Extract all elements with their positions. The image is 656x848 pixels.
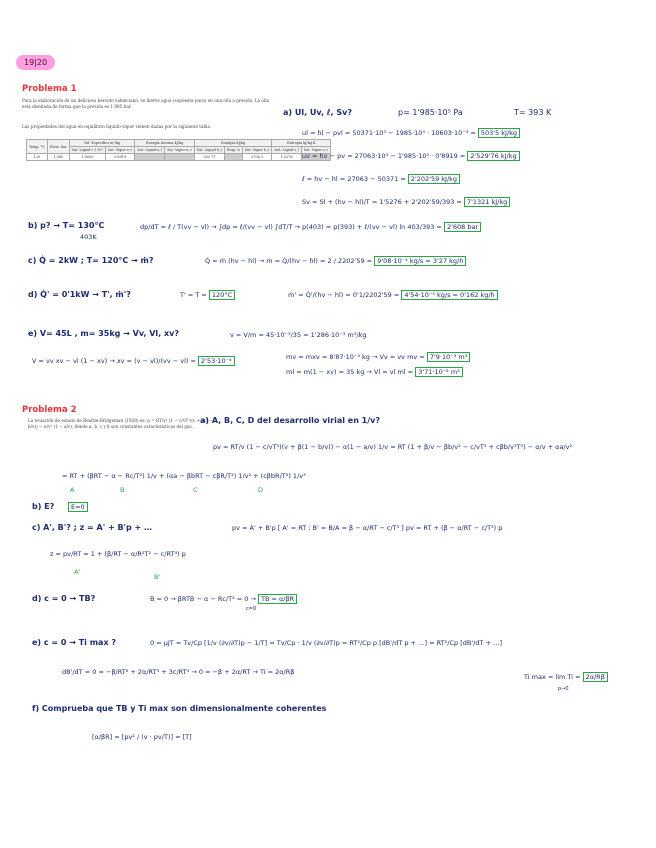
cell (135, 154, 165, 161)
p2-c-question: c) A', B'? ; z = A' + B'p + … (32, 523, 152, 532)
cell: 2706.3 (242, 154, 272, 161)
result-box: 2α/Rβ (583, 672, 608, 682)
th-vl: Sat. Liquid v_l·10³ (69, 147, 105, 154)
th-group-enthalpy: Entalpía kJ/kg (194, 140, 272, 147)
p1-e-vapor (286, 353, 470, 361)
p2-b-result: E=0 (68, 502, 88, 512)
result-box: 3'71·10⁻² m³ (415, 367, 463, 377)
p1-a-temperature: T= 393 K (514, 108, 552, 117)
p1-a-line1 (302, 129, 520, 137)
page-number-highlight (16, 55, 55, 70)
result-box: 7'9·10⁻³ m³ (427, 352, 470, 362)
eq-text: ṁ' = Q̇'/(hv − hl) = 0'1/2202'59 = (288, 291, 400, 299)
p2-c-eq2: z = pv/RT = 1 + (β/RT − α/R²T² − c/RT⁴) p (50, 550, 186, 558)
result-box: 2'529'76 kJ/kg (467, 151, 519, 161)
result-box: 2'53·10⁻⁴ (198, 356, 235, 366)
p1-d-mass (288, 291, 498, 299)
cell (165, 154, 195, 161)
table-row (27, 154, 331, 161)
cell: 0.8919 (105, 154, 134, 161)
p2-e-subscript: p→0 (558, 686, 569, 692)
th-group-vol: Vol. Específico m³/kg (69, 140, 135, 147)
th-hv: Sat. Vapor h_v (242, 147, 272, 154)
eq-text: uv = hv − pv = 27063·10³ − 1'985·10⁵ · 0'8919 = (302, 152, 466, 160)
p2-e-eq2 (62, 668, 294, 676)
p1-b-question-kelvin: 403K (80, 233, 97, 241)
cell: 1.0603 (69, 154, 105, 161)
result-box: 9'08·10⁻⁴ kg/s = 3'27 kg/h (374, 256, 466, 266)
th-ul: Sat. Liquid u_l (135, 147, 165, 154)
p1-b-equation (140, 223, 481, 231)
p2-f-question: f) Comprueba que TB y Ti max son dimensionalmente coherentes (32, 704, 327, 713)
eq-text: T' = T = (180, 291, 207, 299)
p1-d-temp (180, 291, 235, 299)
eq-text: dB'/dT = 0 = −β/RT² + 2α/RT³ + 3c/RT⁴ → 0 = −β + 2α/RT → (62, 668, 258, 676)
result-box: 7'1321 kJ/kg (464, 197, 510, 207)
p1-c-question: c) Q̇ = 2kW ; T= 120°C → ṁ? (28, 256, 154, 265)
cell: 503.71 (194, 154, 224, 161)
p1-a-line2 (302, 152, 520, 160)
p2-a-label-d: D (258, 486, 264, 494)
th-pres: Presi. bar (47, 140, 69, 154)
p1-a-line4 (302, 198, 510, 206)
p2-a-eq2: = RT + (βRT − α − Rc/T²) 1/v + (αa − βbRT − cβR/T²) 1/v² + (cβbR/T²) 1/v³ (62, 472, 306, 480)
eq-text: V = vv xv − vl (1 − xv) → xv = (v − vl)/(vv − vl) = (32, 357, 196, 365)
result-box: 503'5 kJ/kg (478, 128, 520, 138)
p2-d-subscript: c=0 (246, 606, 257, 612)
eq-text: dp/dT = ℓ / T(vv − vl) → ∫dp = ℓ/(vv − vl) ∫dT/T → p(403) = p(393) + ℓ/(vv − vl) ln 403/393 = (140, 223, 442, 231)
eq-text: mv = mxv = 8'87·10⁻³ kg → Vv = vv mv = (286, 353, 425, 361)
p2-a-label-a: A (70, 486, 75, 494)
th-temp: Temp. °C (27, 140, 48, 154)
problem-1-statement: Para la elaboración de un delicioso hervido valenciano, se hierve agua (supuesta pura) en una olla a presión. La olla está diseñada de forma que la presión es 1.985 bar. (22, 98, 270, 109)
result-box: TB = α/βR (258, 594, 297, 604)
p1-b-question: b) p? → T= 130°C (28, 221, 105, 230)
p1-a-question: a) Ul, Uv, ℓ, Sv? (283, 108, 352, 117)
eq-text: ℓ = hv − hl = 27063 − 50371 = (302, 175, 406, 183)
result-box: 4'54·10⁻⁵ kg/s = 0'162 kg/h (401, 290, 497, 300)
th-hl: Sat. Liquid h_l (194, 147, 224, 154)
p2-d-equation (150, 595, 297, 603)
p2-c-label-a: A' (74, 568, 81, 576)
problem-1-title: Problema 1 (22, 84, 77, 94)
p2-a-label-c: C (193, 486, 198, 494)
p2-e-eq3 (524, 673, 608, 681)
cell (224, 154, 242, 161)
cell: 1.985 (47, 154, 69, 161)
p2-c-label-b: B' (154, 573, 161, 581)
eq-text: Ti = 2α/Rβ (259, 668, 295, 676)
page-number-label: 19|20 (24, 58, 48, 67)
properties-table (26, 139, 331, 161)
p2-b-question: b) E? (32, 502, 55, 511)
p2-a-label-b: B (120, 486, 125, 494)
p2-a-eq1: pv = RT/v (1 − c/vT³)(v + β(1 − b/v)) − α(1 − a/v) 1/v = RT (1 + β/v − βb/v² − c/vT³ + cβb/v³T³) − α/v + αa/v² (213, 443, 573, 451)
eq-text: Sv = Sl + (hv − hl)/T = 1'5276 + 2'202'59/393 = (302, 198, 462, 206)
eq-text: Ti max = lim Ti = (524, 673, 581, 681)
eq-text: ul = hl − pvl = 50371·10³ − 1985·10⁵ · 10603·10⁻³ = (302, 129, 476, 137)
th-sv: Sat. Vapor s_v (301, 147, 330, 154)
eq-text: Q̇ = ṁ (hv − hl) → ṁ = Q̇/(hv − hl) = 2 / 2202'59 = (205, 257, 373, 265)
problem-2-statement: La ecuación de estado de Beattie-Bridgeman (1928) es: p = RT/v² (1 − c/vT³)(v + β(1 − b/v)) − α/v² (1 − a/v), donde α, b, c y β son constantes características del gas. (28, 418, 214, 429)
result-box: 2'608 bar (444, 222, 481, 232)
th-group-energy: Energía Interna kJ/kg (135, 140, 195, 147)
p2-d-question: d) c = 0 → TB? (32, 594, 96, 603)
p2-a-question: a) A, B, C, D del desarrollo virial en 1/v? (200, 416, 381, 425)
p1-e-liquid (286, 368, 463, 376)
eq-text: ml = m(1 − xv) = 35 kg → Vl = vl ml = (286, 368, 414, 376)
th-hevap: Evap. h (224, 147, 242, 154)
p2-e-question: e) c = 0 → Ti max ? (32, 638, 117, 647)
cell: 1.5276 (272, 154, 301, 161)
th-group-entropy: Entropía kJ/kg·K (272, 140, 331, 147)
p2-e-eq1: 0 = μJT = Tv/Cp [1/v (∂v/∂T)p − 1/T] = Tv/Cp · 1/v (∂v/∂T)p = RT²/Cp p [dB'/dT p + …] = RT²/Cp [dB'/dT + …] (150, 639, 503, 647)
p1-c-equation (205, 257, 466, 265)
p1-a-pressure: p= 1'985·10⁵ Pa (398, 108, 463, 117)
result-box: 120°C (209, 290, 235, 300)
cell: 120 (27, 154, 48, 161)
p1-e-question: e) V= 45L , m= 35kg → Vv, Vl, xv? (28, 329, 180, 338)
problem-2-title: Problema 2 (22, 405, 77, 415)
p1-e-specific-volume: v = V/m = 45·10⁻³/35 = 1'286·10⁻³ m³/kg (230, 331, 367, 339)
th-vv: Sat. Vapor v_v (105, 147, 134, 154)
th-uv: Sat. Vapor u_v (165, 147, 195, 154)
eq-text: B = 0 → βRTB − α − Rc/T² = 0 → (150, 595, 256, 603)
th-sl: Sat. Liquid s_l (272, 147, 301, 154)
result-box: 2'202'59 kJ/kg (408, 174, 460, 184)
p1-d-question: d) Q̇' = 0'1kW → T', ṁ'? (28, 290, 131, 299)
p2-c-eq1: pv = A' + B'p [ A' = RT ; B' = B/A = β − α/RT − c/T³ ] pv = RT + (β − α/RT − c/T³) p (232, 524, 503, 532)
p2-f-equation: [α/βR] = [pv² / (v · pv/T)] = [T] (92, 733, 192, 741)
properties-caption: Las propiedades del agua en equilibrio líquido-vapor vienen dadas por la siguiente tabla (22, 124, 210, 129)
p1-e-quality (32, 357, 235, 365)
p1-a-line3 (302, 175, 460, 183)
